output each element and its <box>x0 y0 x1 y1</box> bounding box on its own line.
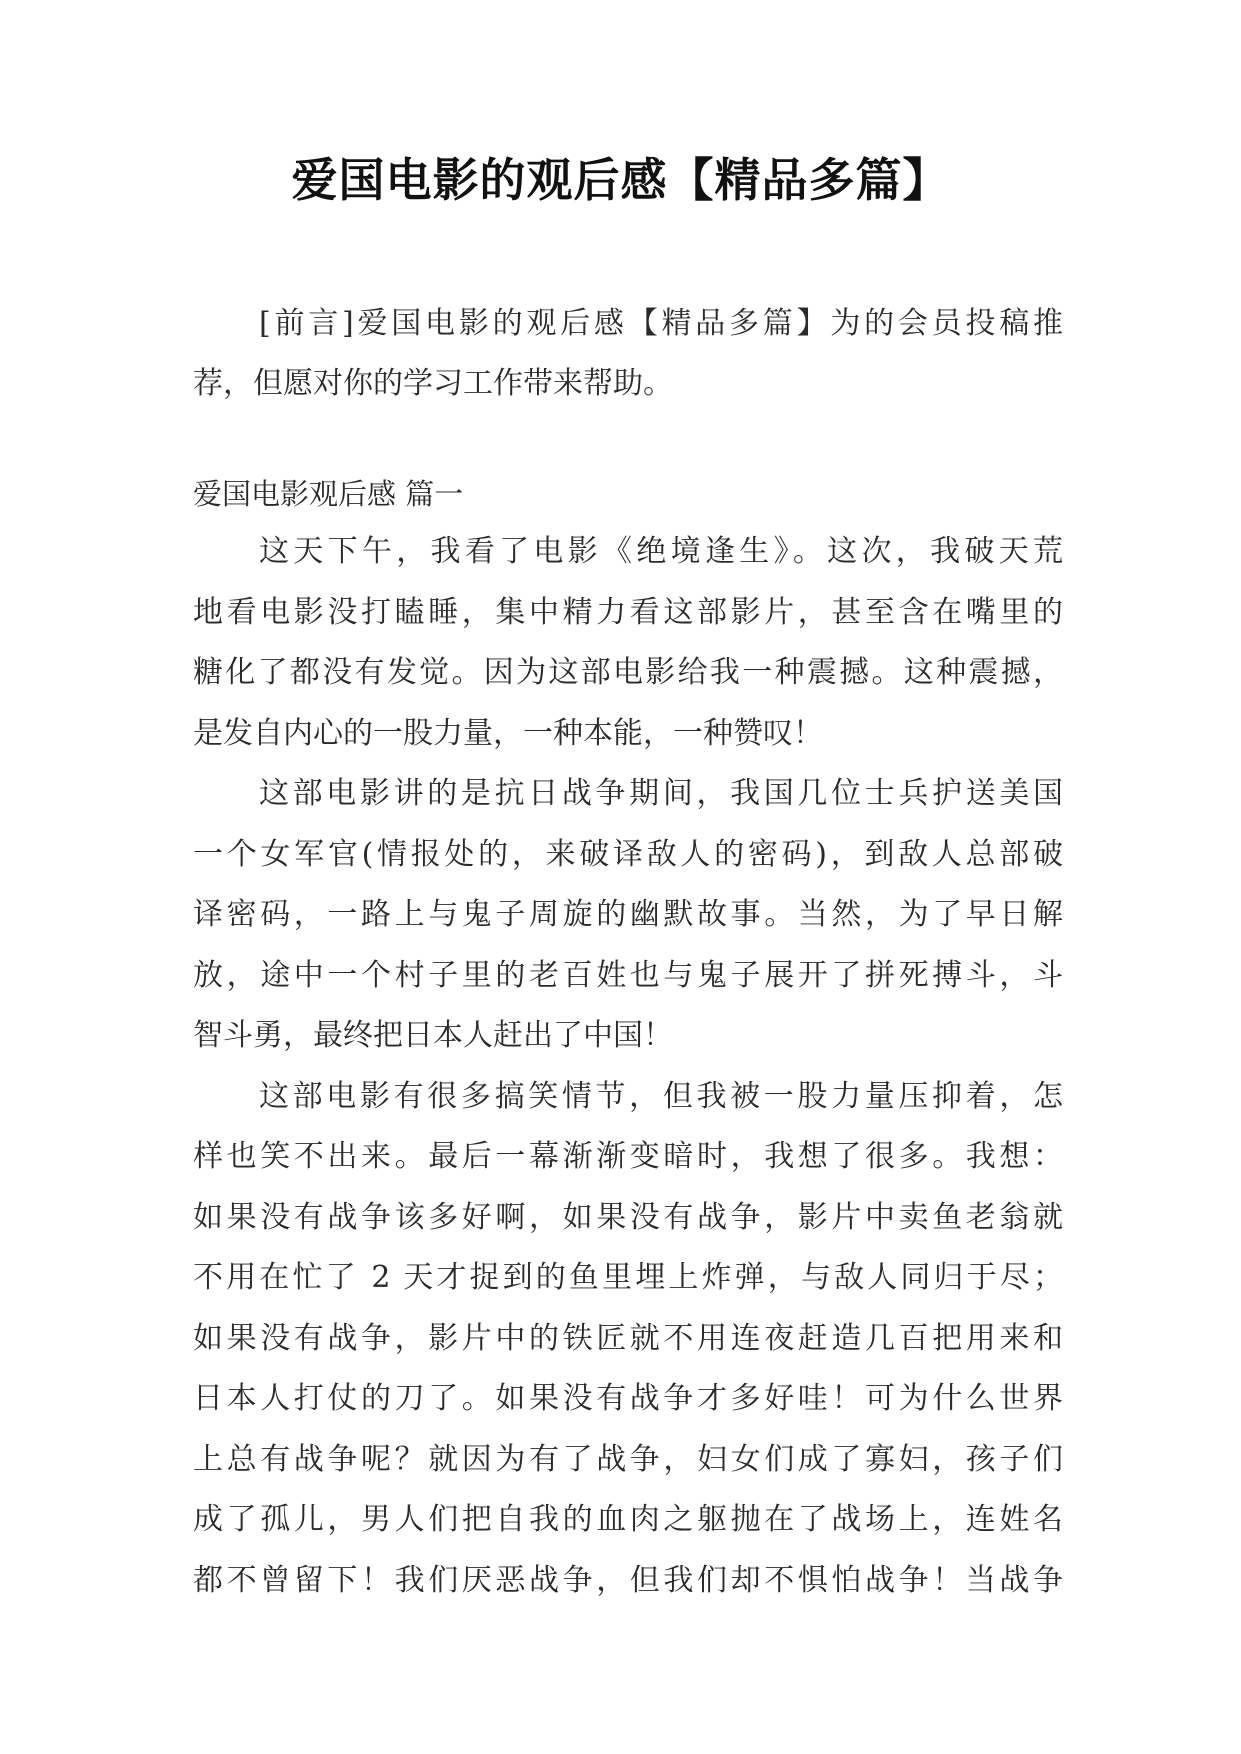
paragraph-line: 如果没有战争该多好啊，如果没有战争，影片中卖鱼老翁就 <box>193 1199 1063 1235</box>
paragraph-line: 智斗勇，最终把日本人赶出了中国！ <box>193 1018 673 1053</box>
preface-line: 荐，但愿对你的学习工作带来帮助。 <box>193 366 673 401</box>
paragraph-line: 这部电影有很多搞笑情节，但我被一股力量压抑着，怎 <box>259 1078 1063 1114</box>
paragraph-line: 不用在忙了 2 天才捉到的鱼里埋上炸弹，与敌人同归于尽； <box>193 1260 1063 1295</box>
paragraph-line: 成了孤儿，男人们把自我的血肉之躯抛在了战场上，连姓名 <box>193 1502 1063 1537</box>
paragraph-line: 如果没有战争，影片中的铁匠就不用连夜赶造几百把用来和 <box>193 1320 1063 1356</box>
paragraph-line: 糖化了都没有发觉。因为这部电影给我一种震撼。这种震撼， <box>193 655 1063 690</box>
paragraph-line: 放，途中一个村子里的老百姓也与鬼子展开了拼死搏斗，斗 <box>193 957 1063 993</box>
paragraph-line: 这部电影讲的是抗日战争期间，我国几位士兵护送美国 <box>259 776 1063 811</box>
body-text <box>193 522 1063 1611</box>
section-heading: 爱国电影观后感 篇一 <box>193 477 464 511</box>
paragraph-line: 译密码，一路上与鬼子周旋的幽默故事。当然，为了早日解 <box>193 897 1063 932</box>
paragraph-line: 样也笑不出来。最后一幕渐渐变暗时，我想了很多。我想： <box>193 1139 1063 1174</box>
paragraph-line: 上总有战争呢？就因为有了战争，妇女们成了寡妇，孩子们 <box>193 1441 1063 1477</box>
document-title: 爱国电影的观后感【精品多篇】 <box>291 153 950 207</box>
paragraph-line: 一个女军官(情报处的，来破译敌人的密码)，到敌人总部破 <box>193 836 1063 872</box>
paragraph-line: 日本人打仗的刀了。如果没有战争才多好哇！可为什么世界 <box>193 1381 1063 1416</box>
preface-paragraph <box>193 294 1063 414</box>
paragraph-line: 这天下午，我看了电影《绝境逢生》。这次，我破天荒 <box>259 534 1063 569</box>
paragraph-line: 地看电影没打瞌睡，集中精力看这部影片，甚至含在嘴里的 <box>193 594 1063 630</box>
preface-line: [前言]爱国电影的观后感【精品多篇】为的会员投稿推 <box>259 306 1063 341</box>
paragraph-line: 是发自内心的一股力量，一种本能，一种赞叹！ <box>193 715 823 751</box>
paragraph-line: 都不曾留下！我们厌恶战争，但我们却不惧怕战争！当战争 <box>193 1562 1063 1598</box>
